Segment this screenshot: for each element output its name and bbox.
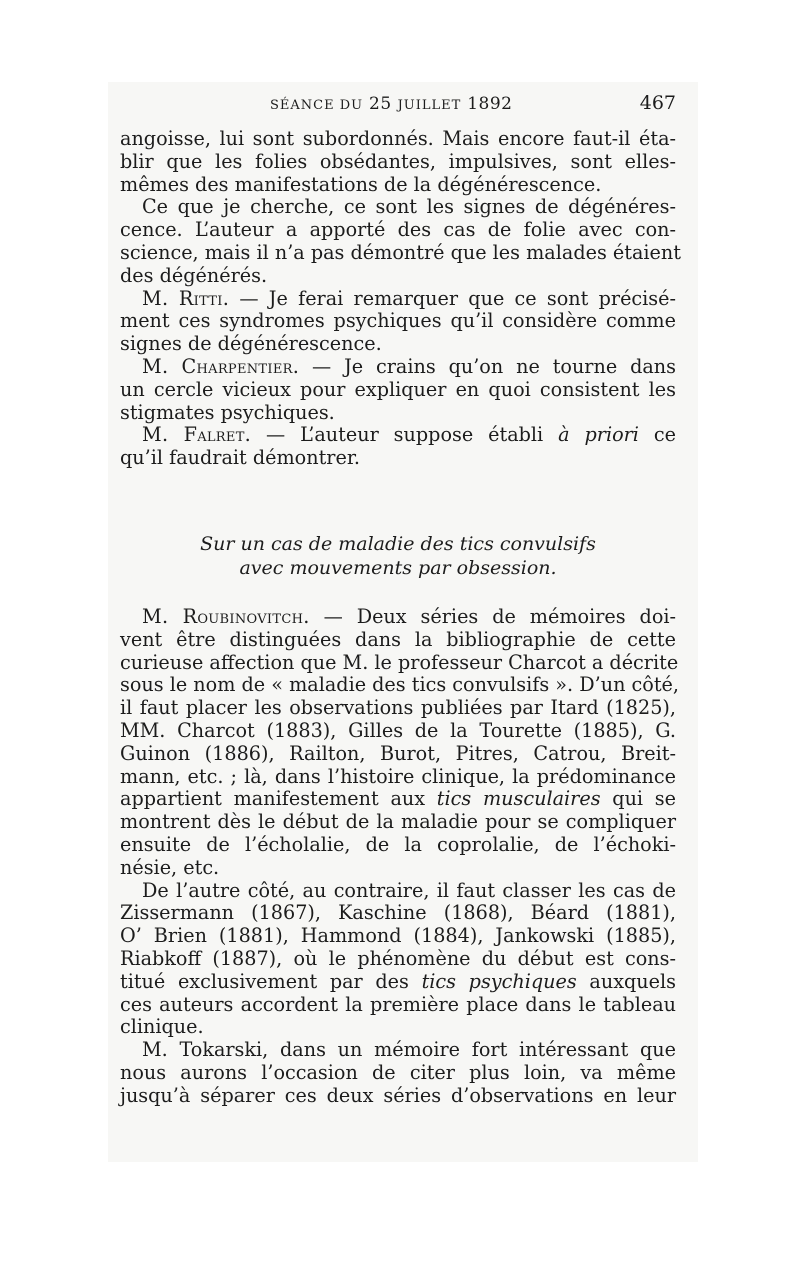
text-line: mêmes des manifestations de la dégénérescence.: [120, 172, 602, 196]
text-line: [120, 788, 676, 811]
paragraph-tokarski: [120, 1039, 676, 1107]
text-fragment: — Deux séries de mémoires doi-: [309, 605, 676, 628]
running-head: [270, 94, 512, 114]
text-line: signes de dégénérescence.: [120, 332, 382, 356]
text-line: nous aurons l’occasion de citer plus loin, va même: [120, 1060, 676, 1084]
text-line: un cercle vicieux pour expliquer en quoi consistent les: [120, 377, 676, 401]
text-line: blir que les folies obsédantes, impulsives, sont elles-: [120, 149, 676, 173]
text-line: [120, 288, 676, 311]
text-line: sous le nom de « maladie des tics convulsifs ». D’un côté,: [120, 673, 679, 697]
text-line: Guinon (1886), Railton, Burot, Pitres, Catrou, Breit-: [120, 741, 676, 765]
text-line: [120, 424, 676, 447]
page-header: [120, 92, 676, 122]
text-fragment: ce: [638, 423, 676, 447]
text-line: qu’il faudrait démontrer.: [120, 446, 360, 470]
text-line: MM. Charcot (1883), Gilles de la Tourette (1885), G.: [120, 718, 676, 742]
text-line: montrent dès le début de la maladie pour se compliquer: [120, 810, 676, 834]
speaker-name: M. Ritti.: [142, 286, 230, 310]
section-title: [120, 532, 676, 580]
text-line: angoisse, lui sont subordonnés. Mais encore faut-il éta-: [120, 127, 676, 150]
section-title-line: avec mouvements par obsession.: [239, 557, 557, 579]
text-line: cence. L’auteur a apporté des cas de folie avec con-: [120, 218, 676, 242]
text-line: stigmates psychiques.: [120, 400, 335, 424]
text-fragment: appartient manifestement aux: [120, 787, 437, 811]
text-line: Riabkoff (1887), où le phénomène du début est cons-: [120, 946, 676, 970]
text-line: M. Tokarski, dans un mémoire fort intéressant que: [142, 1038, 676, 1062]
text-line: Ce que je cherche, ce sont les signes de dégénéres-: [142, 195, 676, 219]
running-head-day: 25: [369, 94, 392, 114]
text-line: ensuite de l’écholalie, de la coprolalie, de l’échoki-: [120, 832, 676, 856]
text-line: science, mais il n’a pas démontré que les malades étaient: [120, 240, 681, 264]
text-line: [120, 606, 676, 629]
speaker-name: M. Charpentier.: [142, 355, 300, 378]
paragraph-signes: [120, 195, 681, 287]
paragraph-continuation: [120, 128, 676, 196]
text-fragment: — L’auteur suppose établi: [251, 423, 559, 447]
text-line: clinique.: [120, 1015, 204, 1039]
text-line: De l’autre côté, au contraire, il faut classer les cas de: [142, 878, 676, 902]
text-fragment: — Je crains qu’on ne tourne dans: [299, 355, 676, 378]
text-line: ces auteurs accordent la première place dans le tableau: [120, 992, 676, 1016]
section-title-line: Sur un cas de maladie des tics convulsifs: [200, 533, 596, 555]
text-line: Zissermann (1867), Kaschine (1868), Béard (1881),: [120, 901, 676, 925]
text-fragment: titué exclusivement par des: [120, 969, 422, 993]
italic-term: à priori: [558, 423, 639, 447]
text-line: vent être distinguées dans la bibliographie de cette: [120, 627, 676, 651]
paragraph-roubinovitch: [120, 605, 679, 880]
running-head-month: JUILLET: [397, 98, 462, 113]
text-line: [120, 356, 676, 379]
text-line: nésie, etc.: [120, 855, 220, 879]
italic-term: tics musculaires: [436, 787, 601, 811]
running-head-prefix: SÉANCE DU: [270, 98, 364, 113]
text-line: jusqu’à séparer ces deux séries d’observations en leur: [120, 1083, 676, 1107]
page-number: 467: [639, 92, 676, 114]
text-line: mann, etc. ; là, dans l’histoire clinique, la prédominance: [120, 764, 676, 788]
text-fragment: — Je ferai remarquer que ce sont précisé-: [229, 286, 676, 310]
text-line: [120, 971, 676, 994]
text-line: des dégénérés.: [120, 263, 268, 287]
paragraph-falret: [120, 424, 676, 470]
text-fragment: auxquels: [576, 969, 677, 993]
paragraph-charpentier: [120, 356, 676, 424]
text-fragment: qui se: [600, 787, 676, 811]
speaker-name: M. Falret.: [142, 423, 252, 447]
text-line: il faut placer les observations publiées par Itard (1825),: [120, 696, 676, 720]
paragraph-autre-cote: [120, 880, 676, 1040]
paragraph-ritti: [120, 288, 676, 356]
text-line: ment ces syndromes psychiques qu’il considère comme: [120, 309, 676, 333]
italic-term: tics psychiques: [421, 969, 577, 993]
speaker-name: M. Roubinovitch.: [142, 605, 310, 628]
text-line: curieuse affection que M. le professeur Charcot a décrite: [120, 650, 679, 674]
text-line: O’ Brien (1881), Hammond (1884), Jankowski (1885),: [120, 924, 676, 948]
running-head-year: 1892: [467, 94, 513, 114]
